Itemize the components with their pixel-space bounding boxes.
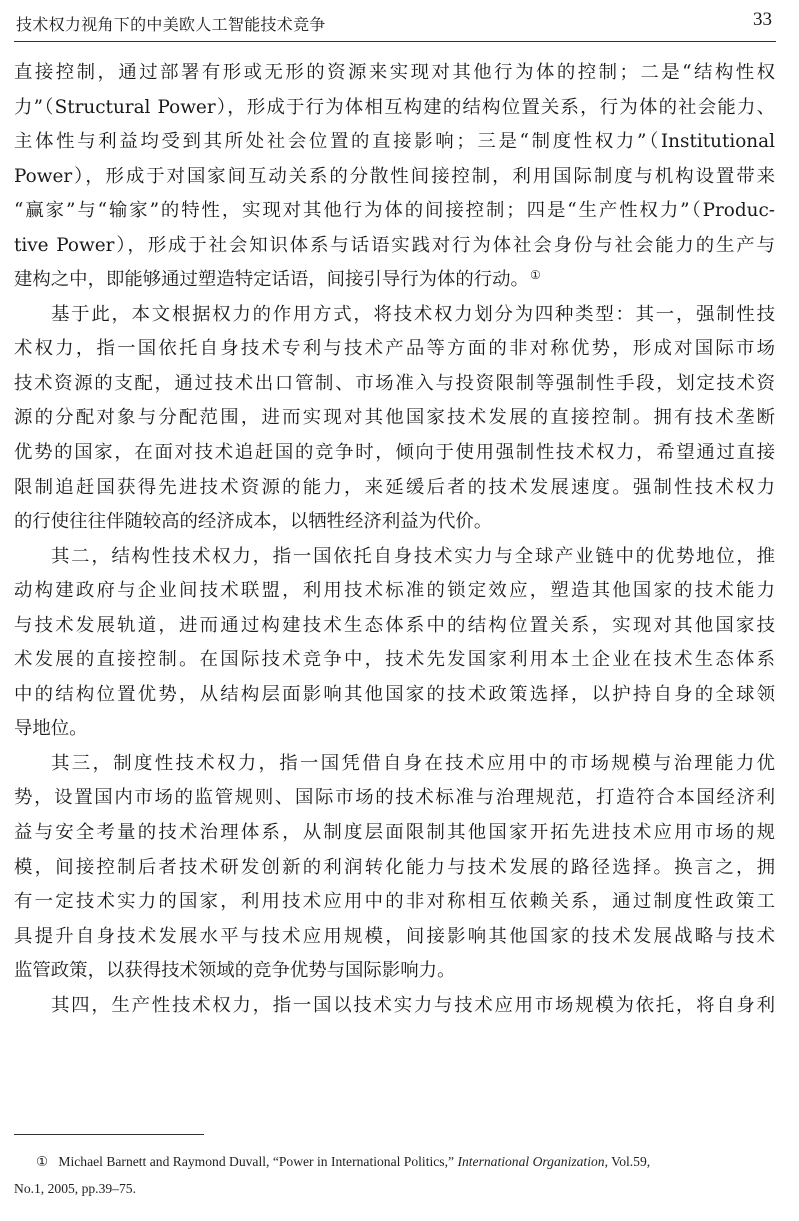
footnote-volume: , Vol.59, [604, 1154, 651, 1169]
text-line: 具提升自身技术发展水平与技术应用规模，间接影响其他国家的技术发展战略与技术 [14, 925, 775, 947]
text-line [14, 263, 775, 298]
text-line: 技术资源的支配，通过技术出口管制、市场准入与投资限制等强制性手段，划定技术资 [14, 372, 775, 394]
header-rule [14, 41, 776, 42]
text-line: Power），形成于对国家间互动关系的分散性间接控制，利用国际制度与机构设置带来 [14, 165, 775, 187]
paragraph-start-line: 其四，生产性技术权力，指一国以技术实力与技术应用市场规模为依托，将自身利 [51, 994, 775, 1016]
footnote-line [14, 1148, 775, 1175]
footnote-citation: Michael Barnett and Raymond Duvall, “Power in International Politics,” [58, 1154, 455, 1169]
text-line: 术权力，指一国依托自身技术专利与技术产品等方面的非对称优势，形成对国际市场 [14, 338, 775, 360]
text-line: 中的结构位置优势，从结构层面影响其他国家的技术政策选择，以护持自身的全球领 [14, 683, 775, 705]
text-line: 力”（Structural Power），形成于行为体相互构建的结构位置关系，行为体的社会能力、 [14, 96, 775, 118]
text-line: tive Power），形成于社会知识体系与话语实践对行为体社会身份与社会能力的生产与 [14, 234, 775, 256]
text-line: “赢家”与“输家”的特性，实现对其他行为体的间接控制；四是“生产性权力”（Produc- [14, 200, 775, 222]
text-line: 直接控制，通过部署有形或无形的资源来实现对其他行为体的控制；二是“结构性权 [14, 62, 775, 83]
paragraph-start-line: 其三，制度性技术权力，指一国凭借自身在技术应用中的市场规模与治理能力优 [51, 752, 775, 774]
paragraph-start-line: 基于此，本文根据权力的作用方式，将技术权力划分为四种类型：其一，强制性技 [51, 303, 775, 325]
text-line: 监管政策，以获得技术领域的竞争优势与国际影响力。 [14, 960, 456, 982]
text-line: 有一定技术实力的国家，利用技术应用中的非对称相互依赖关系，通过制度性政策工 [14, 891, 775, 913]
text-line: 源的分配对象与分配范围，进而实现对其他国家技术发展的直接控制。拥有技术垄断 [14, 407, 775, 429]
text-line: 模，间接控制后者技术研发创新的利润转化能力与技术发展的路径选择。换言之，拥 [14, 856, 775, 878]
text-line: 动构建政府与企业间技术联盟，利用技术标准的锁定效应，塑造其他国家的技术能力 [14, 580, 775, 602]
text-line: 主体性与利益均受到其所处社会位置的直接影响；三是“制度性权力”（Institutional [14, 131, 775, 153]
text-line: 的行使往往伴随较高的经济成本，以牺牲经济利益为代价。 [14, 511, 493, 533]
text-line: 优势的国家，在面对技术追赶国的竞争时，倾向于使用强制性技术权力，希望通过直接 [14, 442, 775, 464]
text-line: 限制追赶国获得先进技术资源的能力，来延缓后者的技术发展速度。强制性技术权力 [14, 476, 775, 498]
text-line: 术发展的直接控制。在国际技术竞争中，技术先发国家利用本土企业在技术生态体系 [14, 649, 775, 671]
text-line-content: 建构之中，即能够通过塑造特定话语，间接引导行为体的行动。 [14, 269, 529, 291]
text-line: 势，设置国内市场的监管规则、国际市场的技术标准与治理规范，打造符合本国经济利 [14, 787, 775, 809]
footnote-rule [14, 1134, 204, 1135]
running-title: 技术权力视角下的中美欧人工智能技术竞争 [16, 15, 326, 34]
text-line: 益与安全考量的技术治理体系，从制度层面限制其他国家开拓先进技术应用市场的规 [14, 822, 775, 844]
paragraph-start-line: 其二，结构性技术权力，指一国依托自身技术实力与全球产业链中的优势地位，推 [51, 545, 775, 567]
text-line: 与技术发展轨道，进而通过构建技术生态体系中的结构位置关系，实现对其他国家技 [14, 614, 775, 636]
footnote [14, 1148, 775, 1202]
body-text [14, 56, 775, 1023]
text-line: 导地位。 [14, 718, 88, 740]
page-number: 33 [753, 9, 772, 30]
footnote-number: ① [36, 1154, 49, 1169]
footnote-reference[interactable]: ① [529, 268, 541, 283]
footnote-journal: International Organization [457, 1154, 605, 1169]
running-header [14, 0, 776, 42]
footnote-line: No.1, 2005, pp.39–75. [14, 1181, 136, 1196]
